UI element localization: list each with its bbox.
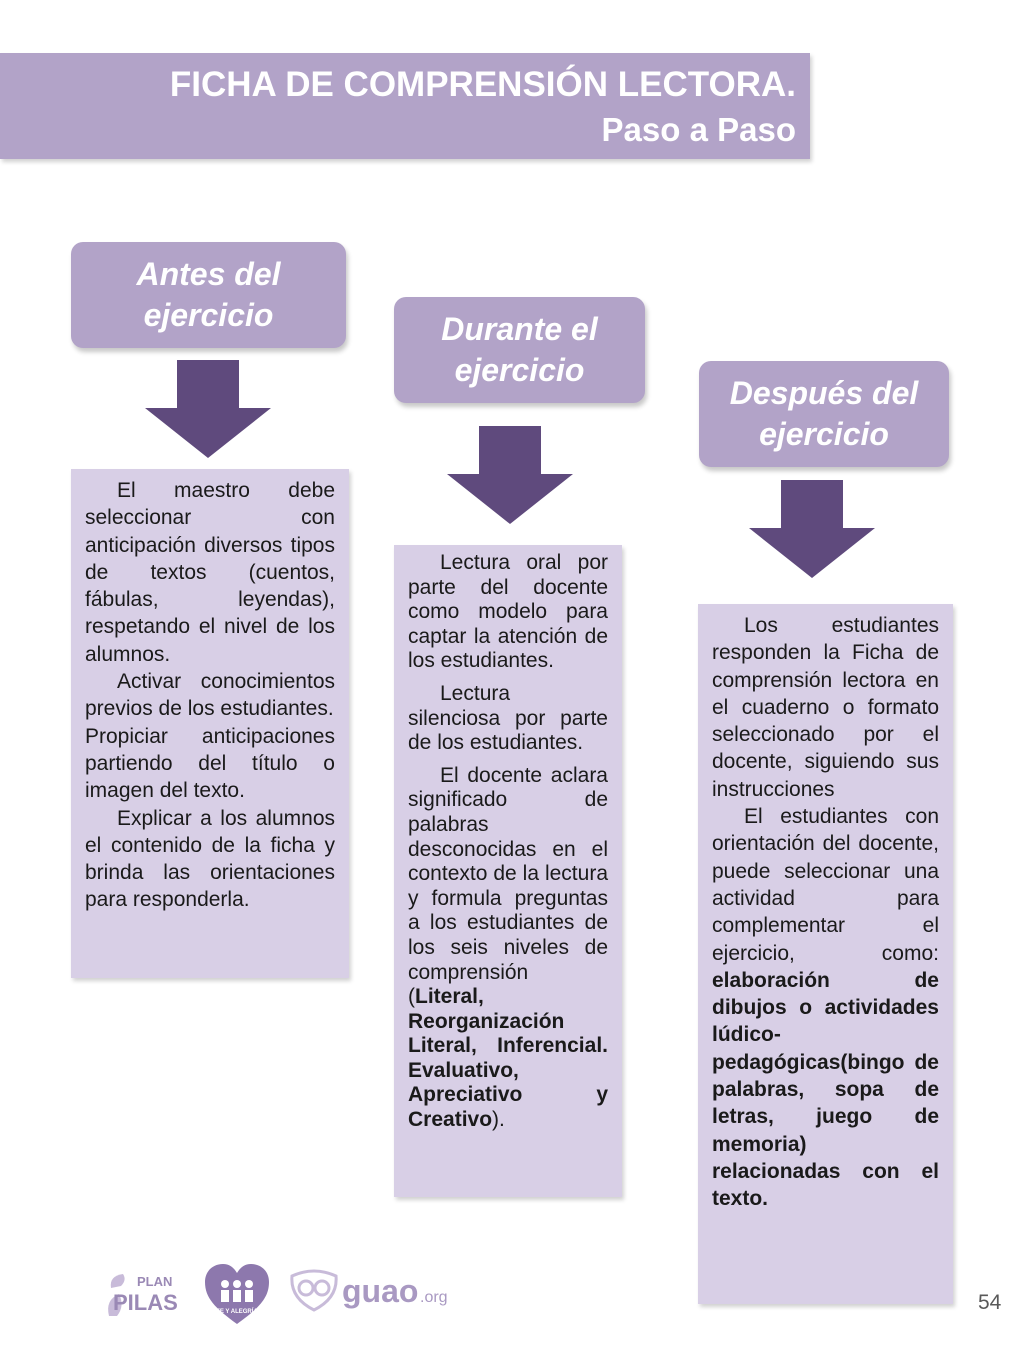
- before-paragraph-3: Propiciar anticipaciones partiendo del título o imagen del texto.: [85, 724, 335, 803]
- down-arrow-icon: [145, 360, 271, 458]
- before-text-box: [71, 469, 349, 978]
- step-during-title-line2: ejercicio: [454, 352, 585, 388]
- during-paragraph-3-text: El docente aclara significado de palabras desconocidas en el contexto de la lectura y formula preguntas a los estudiantes de los seis niveles de comprensión (: [408, 763, 608, 1009]
- step-after-title-line1: Después del: [729, 375, 919, 411]
- before-paragraph-2: Activar conocimientos previos de los estudiantes.: [85, 670, 335, 721]
- after-paragraph-1: Los estudiantes responden la Ficha de comprensión lectora en el cuaderno o formato seleccionado por el docente, siguiendo sus instrucciones: [712, 614, 939, 801]
- plan-logo-top: PLAN: [137, 1274, 173, 1289]
- before-paragraph-1: El maestro debe seleccionar con anticipación diversos tipos de textos (cuentos, fábulas, leyendas), respetando el nivel de los alumnos.: [85, 479, 335, 666]
- before-paragraph-4: Explicar a los alumnos el contenido de la ficha y brinda las orientaciones para responderla.: [85, 806, 335, 912]
- down-arrow-icon: [749, 480, 875, 578]
- step-after-box: [699, 361, 949, 467]
- step-after-title-line2: ejercicio: [759, 416, 889, 452]
- plan-pilas-logo: [105, 1266, 183, 1322]
- during-paragraph-1: Lectura oral por parte del docente como modelo para captar la atención de los estudiantes.: [408, 551, 608, 673]
- after-paragraph-2: [712, 803, 939, 1212]
- step-before-title-line1: Antes del: [136, 256, 281, 292]
- page-subtitle: Paso a Paso: [601, 111, 796, 148]
- step-during-title-line1: Durante el: [441, 311, 598, 347]
- during-paragraph-2: Lectura silenciosa por parte de los estudiantes.: [408, 681, 608, 755]
- guao-logo: [288, 1266, 458, 1316]
- during-text-box: [394, 545, 622, 1197]
- after-paragraph-2-text: El estudiantes con orientación del docente, puede seleccionar una actividad para complementar el ejercicio, como:: [712, 805, 939, 965]
- after-text-box: [698, 604, 953, 1304]
- down-arrow-icon: [447, 426, 573, 524]
- page-title: FICHA DE COMPRENSIÓN LECTORA.: [169, 65, 796, 104]
- activity-examples: elaboración de dibujos o actividades lúdico-pedagógicas(bingo de palabras, sopa de letras, juego de memoria) relacionadas con el texto.: [712, 968, 939, 1211]
- guao-logo-text: guao: [342, 1273, 419, 1309]
- fe-y-alegria-logo: [203, 1262, 271, 1326]
- plan-logo-bottom: PILAS: [113, 1290, 178, 1315]
- page-number: 54: [978, 1291, 1002, 1314]
- step-during-box: [394, 297, 645, 403]
- guao-logo-suffix: .org: [420, 1289, 448, 1306]
- comprehension-levels: Literal, Reorganización Literal, Inferencial. Evaluativo, Apreciativo y Creativo: [408, 985, 608, 1132]
- fe-logo-text: FE Y ALEGRÍA: [216, 1309, 258, 1315]
- during-paragraph-3: [408, 764, 608, 1133]
- during-paragraph-3-end: ).: [492, 1108, 505, 1132]
- step-before-box: [71, 242, 346, 348]
- step-before-title-line2: ejercicio: [143, 297, 274, 333]
- title-banner: [0, 53, 810, 159]
